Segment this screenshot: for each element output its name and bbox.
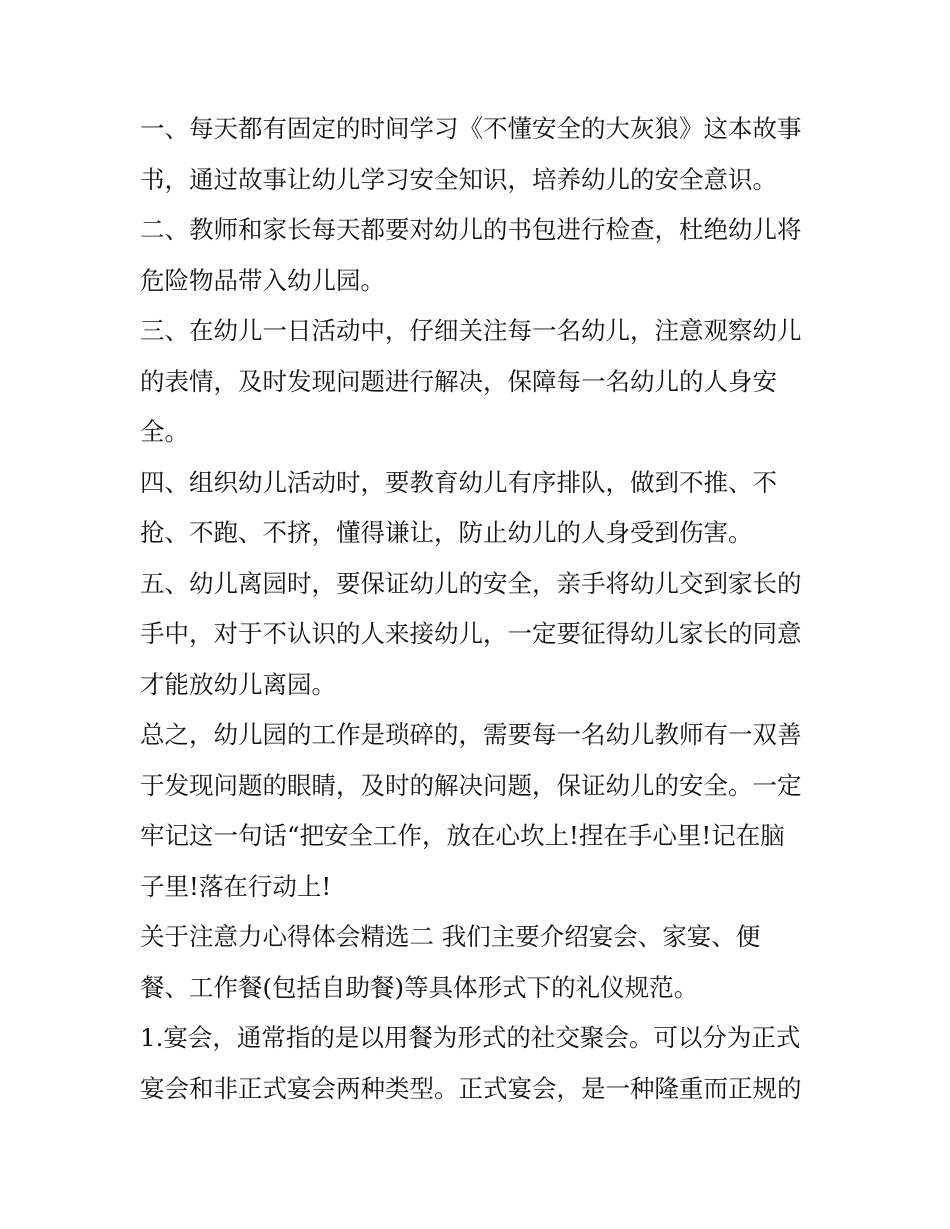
text-line: 牢记这一句话“把安全工作，放在心坎上!捏在手心里!记在脑 xyxy=(140,821,785,850)
text-line: 手中，对于不认识的人来接幼儿，一定要征得幼儿家长的同意 xyxy=(140,619,802,648)
text-line: 宴会和非正式宴会两种类型。正式宴会，是一种隆重而正规的 xyxy=(140,1073,802,1103)
text-line: 的表情，及时发现问题进行解决，保障每一名幼儿的人身安 xyxy=(140,366,777,396)
text-line: 全。 xyxy=(140,417,189,446)
text-line: 关于注意力心得体会精选二 我们主要介绍宴会、家宴、便 xyxy=(140,922,761,951)
text-line: 三、在幼儿一日活动中，仔细关注每一名幼儿，注意观察幼儿 xyxy=(140,316,802,345)
text-line: 才能放幼儿离园。 xyxy=(140,669,336,699)
text-line: 子里!落在行动上! xyxy=(140,871,332,901)
document-body xyxy=(140,104,820,1114)
text-line: 一、每天都有固定的时间学习《不懂安全的大灰狼》这本故事 xyxy=(140,114,802,143)
text-line: 危险物品带入幼儿园。 xyxy=(140,265,385,295)
text-line: 四、组织幼儿活动时，要教育幼儿有序排队，做到不推、不 xyxy=(140,467,777,497)
text-line: 餐、工作餐(包括自助餐)等具体形式下的礼仪规范。 xyxy=(140,972,699,1002)
text-line: 总之，幼儿园的工作是琐碎的，需要每一名幼儿教师有一双善 xyxy=(140,720,802,749)
text-line: 二、教师和家长每天都要对幼儿的书包进行检查，杜绝幼儿将 xyxy=(140,215,802,244)
text-line: 书，通过故事让幼儿学习安全知识，培养幼儿的安全意识。 xyxy=(140,164,777,194)
text-line: 1.宴会，通常指的是以用餐为形式的社交聚会。可以分为正式 xyxy=(140,1023,801,1052)
text-line: 抢、不跑、不挤，懂得谦让，防止幼儿的人身受到伤害。 xyxy=(140,518,753,547)
text-line: 于发现问题的眼睛，及时的解决问题，保证幼儿的安全。一定 xyxy=(140,770,802,800)
text-line: 五、幼儿离园时，要保证幼儿的安全，亲手将幼儿交到家长的 xyxy=(140,568,802,598)
